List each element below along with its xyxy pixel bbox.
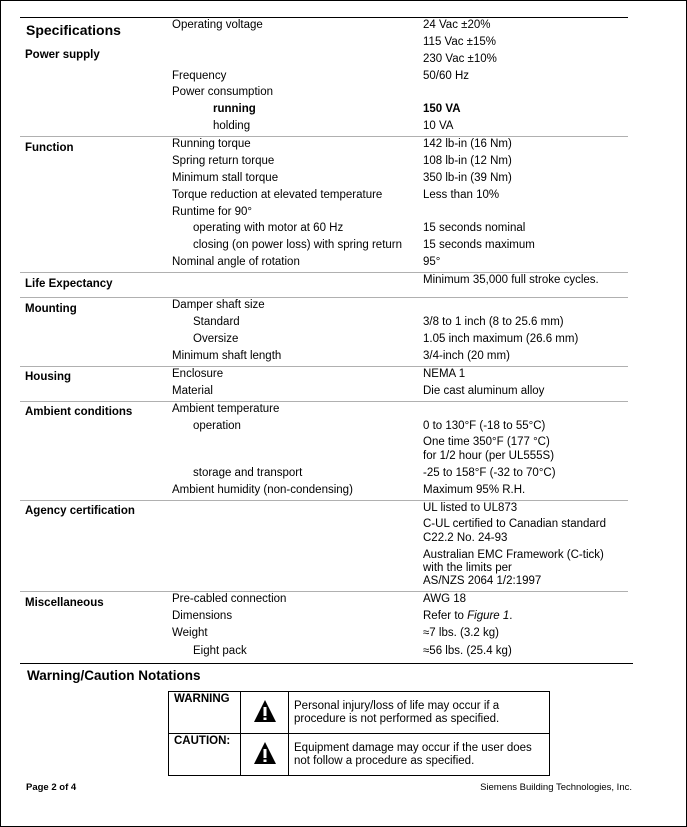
label-spring-torque: Spring return torque [172,155,275,167]
value-cul-certification: C-UL certified to Canadian standard [423,518,607,530]
value-spring-torque: 108 lb-in (12 Nm) [423,155,512,167]
section-miscellaneous: Miscellaneous [25,597,104,609]
label-stall-torque: Minimum stall torque [172,172,279,184]
value-dimensions [423,609,513,623]
value-operation: 0 to 130°F (-18 to 55°C) [423,420,546,432]
label-torque-reduction: Torque reduction at elevated temperature [172,189,383,201]
label-shaft-size: Damper shaft size [172,299,265,311]
warning-text-line-2: procedure is not performed as specified. [294,712,500,725]
value-runtime-closing: 15 seconds maximum [423,239,535,251]
label-frequency: Frequency [172,70,227,82]
caution-text-cell [289,734,550,776]
label-ambient-temperature: Ambient temperature [172,403,280,415]
value-pre-cabled: AWG 18 [423,593,467,605]
value-weight: ≈7 lbs. (3.2 kg) [423,627,499,639]
section-rule [20,663,633,664]
value-one-time-temp: One time 350°F (177 °C) [423,436,550,448]
label-power-consumption: Power consumption [172,86,273,98]
warning-triangle-icon [253,741,277,765]
value-min-shaft-length: 3/4-inch (20 mm) [423,350,510,362]
caution-text-line-1: Equipment damage may occur if the user does [294,741,532,754]
label-dimensions: Dimensions [172,610,233,622]
label-runtime-motor: operating with motor at 60 Hz [193,222,344,234]
section-ambient-conditions: Ambient conditions [25,406,133,418]
top-rule [20,17,628,18]
label-rotation-angle: Nominal angle of rotation [172,256,300,268]
divider [20,401,628,402]
section-function: Function [25,142,74,154]
label-oversize: Oversize [193,333,239,345]
caution-row [169,734,550,776]
warning-icon-cell [241,692,289,734]
label-holding: holding [213,120,251,132]
value-cul-standard: C22.2 No. 24-93 [423,532,508,544]
value-life-expectancy: Minimum 35,000 full stroke cycles. [423,274,599,286]
warning-text-cell [289,692,550,734]
label-operating-voltage: Operating voltage [172,19,263,31]
label-humidity: Ambient humidity (non-condensing) [172,484,353,496]
divider [20,366,628,367]
value-torque-reduction: Less than 10% [423,189,500,201]
section-housing: Housing [25,371,71,383]
value-voltage-24: 24 Vac ±20% [423,19,491,31]
label-pre-cabled: Pre-cabled connection [172,593,287,605]
value-humidity: Maximum 95% R.H. [423,484,526,496]
warning-heading: Warning/Caution Notations [27,668,201,683]
divider [20,136,628,137]
caution-icon-cell [241,734,289,776]
value-one-time-duration: for 1/2 hour (per UL555S) [423,450,555,462]
value-voltage-230: 230 Vac ±10% [423,53,497,65]
value-stall-torque: 350 lb-in (39 Nm) [423,172,512,184]
label-eight-pack: Eight pack [193,645,247,657]
warning-table [168,691,550,776]
company-name: Siemens Building Technologies, Inc. [480,782,632,793]
label-running-torque: Running torque [172,138,251,150]
dimensions-prefix: Refer to [423,610,468,622]
warning-label-cell [169,692,241,734]
dimensions-suffix: . [509,610,513,622]
warning-row [169,692,550,734]
caution-label: CAUTION: [174,735,231,747]
section-power-supply: Power supply [25,49,100,61]
caution-text-line-2: not follow a procedure as specified. [294,754,475,767]
section-mounting: Mounting [25,303,77,315]
value-voltage-115: 115 Vac ±15% [423,36,497,48]
label-operation: operation [193,420,241,432]
figure-reference: Figure 1 [467,610,510,622]
warning-triangle-icon [253,699,277,723]
value-frequency: 50/60 Hz [423,70,470,82]
label-material: Material [172,385,213,397]
label-runtime: Runtime for 90° [172,206,253,218]
divider [20,591,628,592]
label-running: running [213,103,256,115]
value-oversize: 1.05 inch maximum (26.6 mm) [423,333,579,345]
value-emc-limits: with the limits per [423,562,512,574]
section-agency-certification: Agency certification [25,505,135,517]
value-running-torque: 142 lb-in (16 Nm) [423,138,512,150]
page-title: Specifications [26,22,121,38]
value-storage: -25 to 158°F (-32 to 70°C) [423,467,556,479]
label-standard: Standard [193,316,240,328]
warning-text-line-1: Personal injury/loss of life may occur if a [294,699,500,712]
divider [20,500,628,501]
label-runtime-closing: closing (on power loss) with spring return [193,239,403,251]
label-min-shaft-length: Minimum shaft length [172,350,282,362]
value-enclosure: NEMA 1 [423,368,466,380]
section-life-expectancy: Life Expectancy [25,278,113,290]
value-eight-pack: ≈56 lbs. (25.4 kg) [423,645,512,657]
value-emc-framework: Australian EMC Framework (C-tick) [423,549,604,561]
value-material: Die cast aluminum alloy [423,385,545,397]
label-enclosure: Enclosure [172,368,224,380]
value-emc-standard: AS/NZS 2064 1/2:1997 [423,575,542,587]
value-running: 150 VA [423,103,461,115]
page-number: Page 2 of 4 [26,782,77,793]
caution-label-cell [169,734,241,776]
value-standard: 3/8 to 1 inch (8 to 25.6 mm) [423,316,564,328]
value-runtime-motor: 15 seconds nominal [423,222,526,234]
divider [20,297,628,298]
label-weight: Weight [172,627,208,639]
value-ul-listing: UL listed to UL873 [423,502,518,514]
value-rotation-angle: 95° [423,256,441,268]
value-holding: 10 VA [423,120,454,132]
label-storage: storage and transport [193,467,303,479]
warning-label: WARNING [174,693,230,705]
